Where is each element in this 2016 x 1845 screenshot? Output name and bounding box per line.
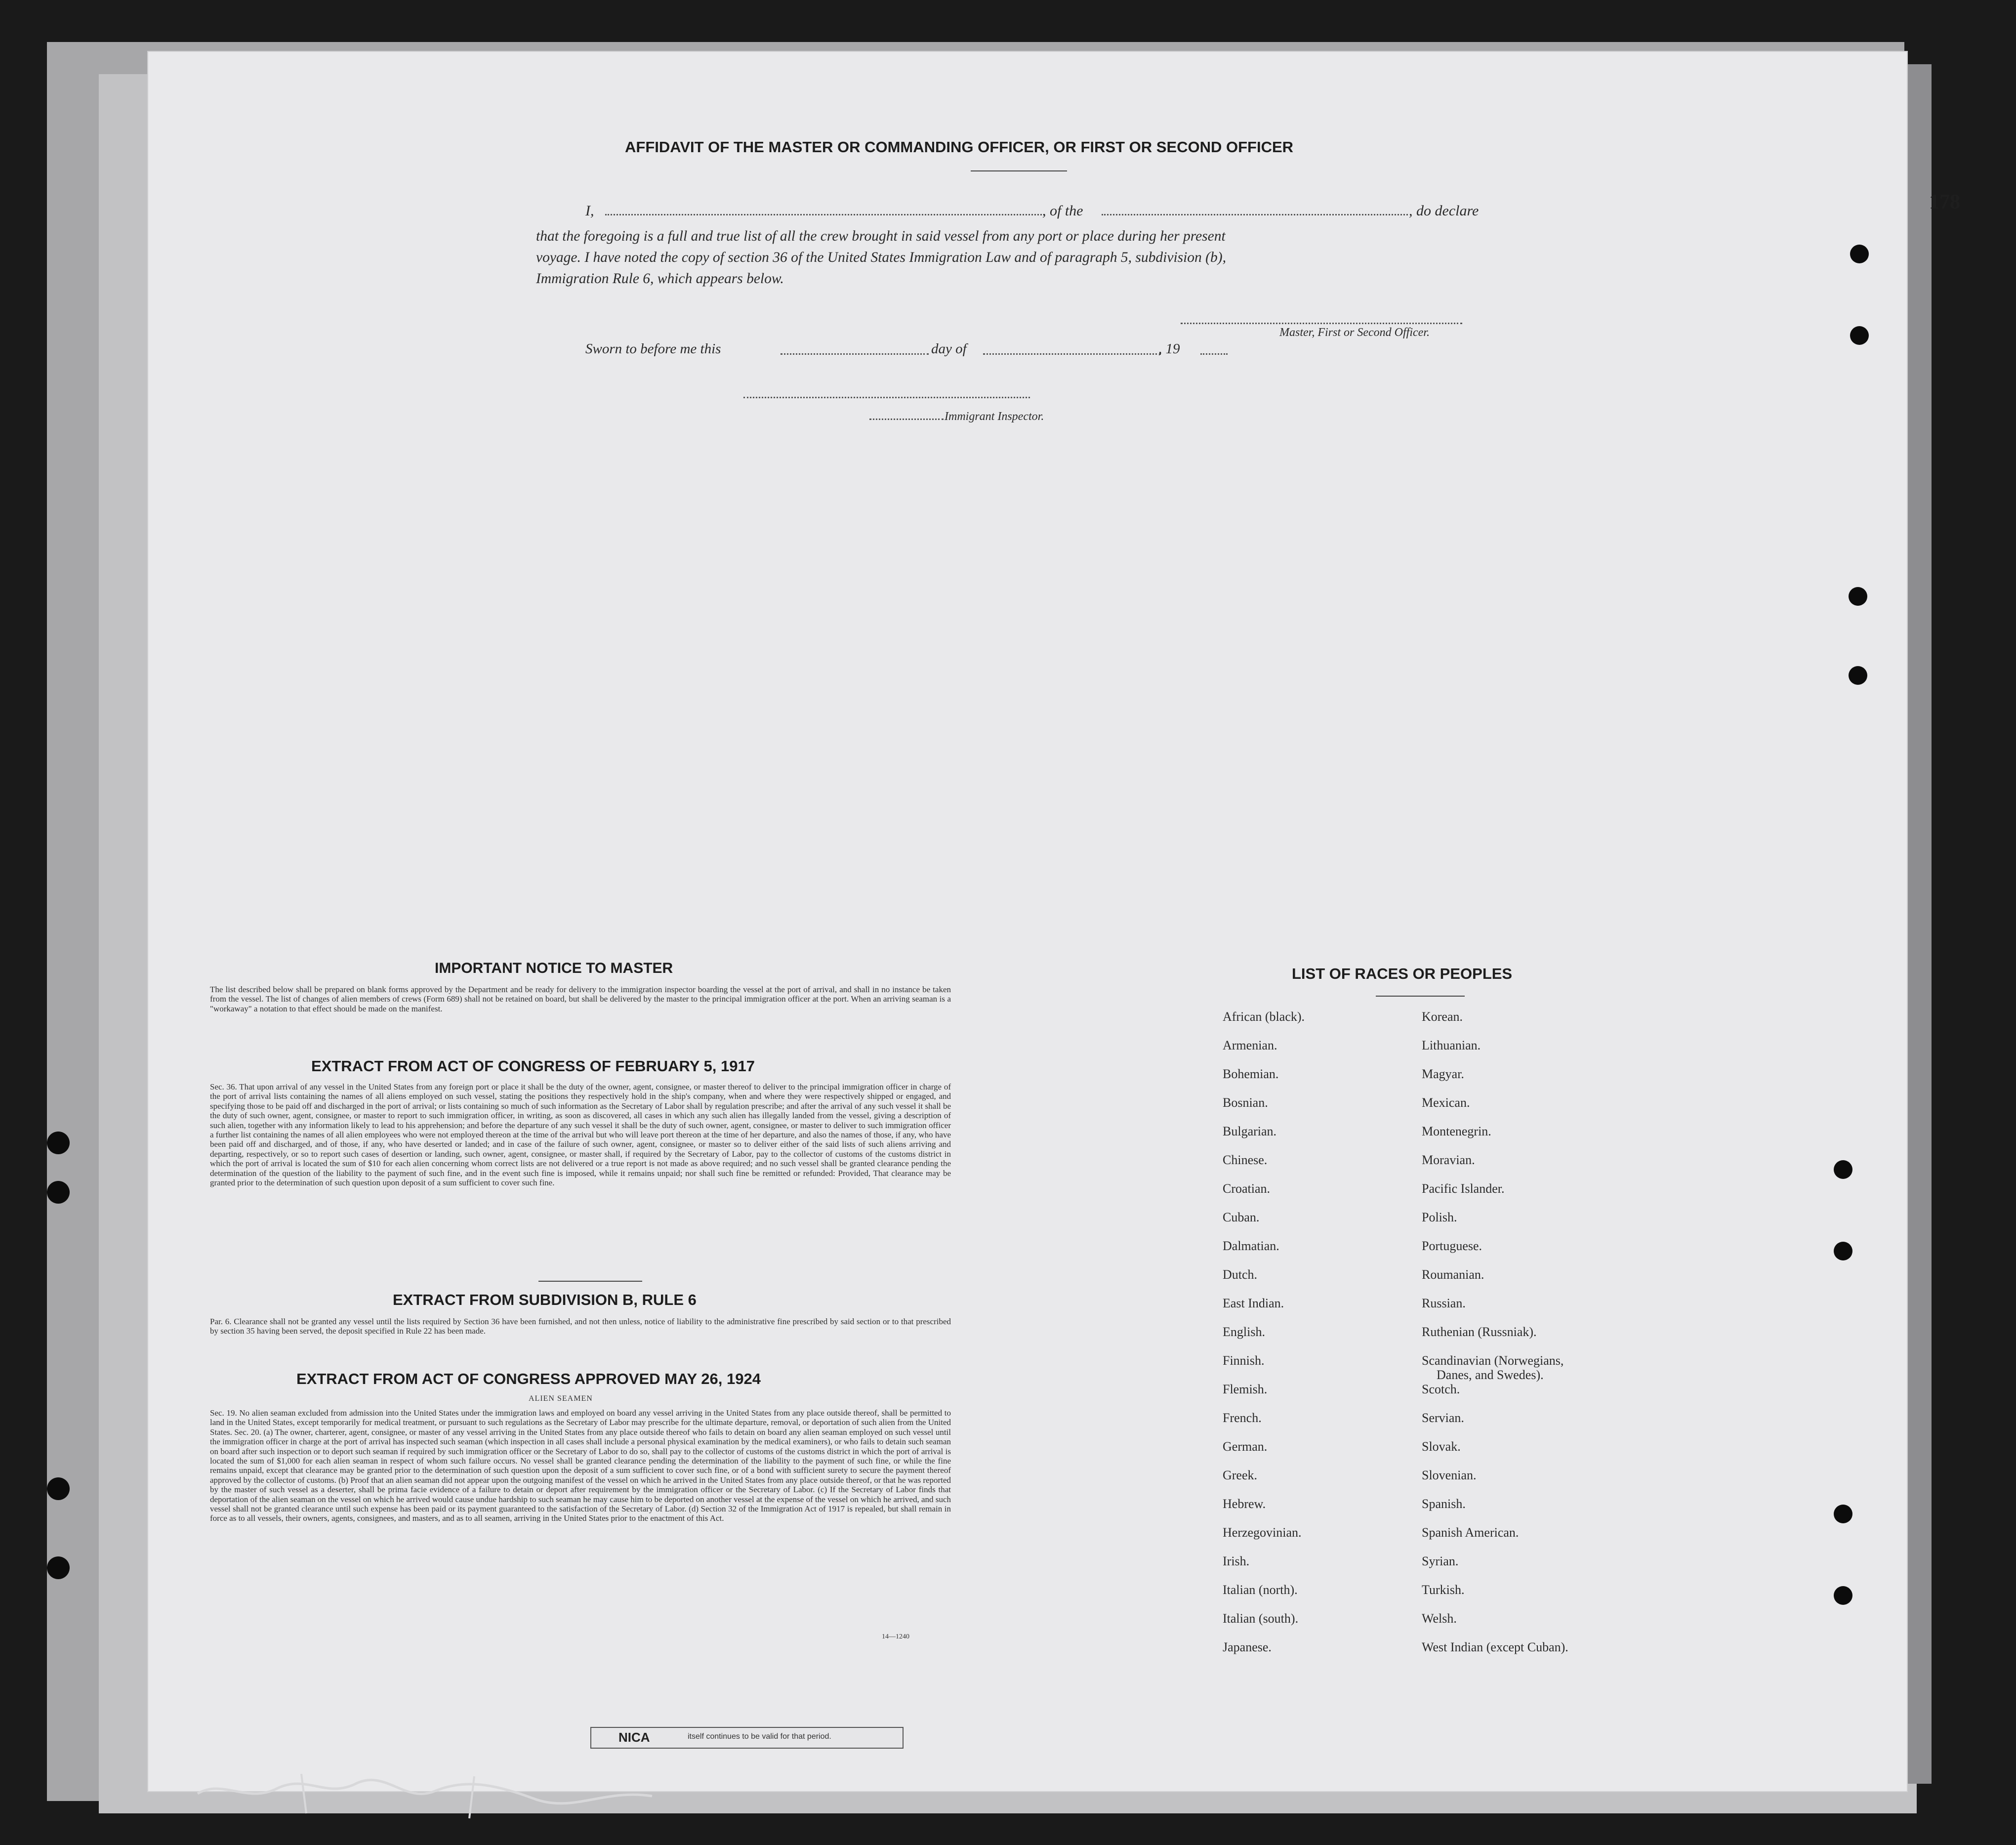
race-left: English. bbox=[1223, 1325, 1265, 1339]
binder-hole bbox=[1850, 326, 1869, 345]
binder-hole bbox=[1850, 245, 1869, 263]
race-left: Bulgarian. bbox=[1223, 1124, 1277, 1138]
race-right: Welsh. bbox=[1422, 1611, 1457, 1626]
binder-hole bbox=[47, 1556, 70, 1579]
extract-1917-title: EXTRACT FROM ACT OF CONGRESS OF FEBRUARY 5, 1917 bbox=[311, 1057, 755, 1075]
binder-hole bbox=[1834, 1160, 1852, 1179]
subdivision-title: EXTRACT FROM SUBDIVISION B, RULE 6 bbox=[393, 1291, 697, 1308]
race-left: Armenian. bbox=[1223, 1038, 1277, 1052]
race-right: Magyar. bbox=[1422, 1067, 1464, 1081]
race-left: Dalmatian. bbox=[1223, 1239, 1279, 1253]
race-right: Mexican. bbox=[1422, 1095, 1470, 1110]
race-left: Flemish. bbox=[1223, 1382, 1268, 1396]
inspector-signature-line bbox=[743, 397, 1030, 398]
bottom-paper-strip bbox=[590, 1727, 904, 1749]
race-right: Slovak. bbox=[1422, 1439, 1461, 1454]
inspector-caption: Immigrant Inspector. bbox=[945, 410, 1044, 423]
handwriting-scribble bbox=[178, 1764, 721, 1823]
year-prefix: , 19 bbox=[1158, 341, 1180, 357]
sworn-text: Sworn to before me this bbox=[585, 341, 721, 357]
race-right: Russian. bbox=[1422, 1296, 1466, 1310]
race-left: Finnish. bbox=[1223, 1353, 1265, 1368]
race-right: Roumanian. bbox=[1422, 1267, 1484, 1282]
signature-line bbox=[1181, 323, 1462, 324]
day-line bbox=[781, 353, 929, 355]
race-right: West Indian (except Cuban). bbox=[1422, 1640, 1568, 1654]
race-right: Servian. bbox=[1422, 1411, 1464, 1425]
race-left: Italian (south). bbox=[1223, 1611, 1299, 1626]
race-left: Herzegovinian. bbox=[1223, 1525, 1302, 1540]
races-title-underline bbox=[1376, 996, 1465, 997]
race-right: Scotch. bbox=[1422, 1382, 1460, 1396]
binder-hole bbox=[47, 1181, 70, 1204]
day-of-text: day of bbox=[931, 341, 967, 357]
notice-title: IMPORTANT NOTICE TO MASTER bbox=[435, 960, 673, 976]
race-right: Ruthenian (Russniak). bbox=[1422, 1325, 1537, 1339]
race-right: Turkish. bbox=[1422, 1583, 1465, 1597]
race-left: Dutch. bbox=[1223, 1267, 1258, 1282]
vessel-line bbox=[1102, 214, 1408, 215]
page-number: 178 bbox=[1929, 191, 1960, 213]
binder-hole bbox=[1834, 1242, 1852, 1260]
race-right: Lithuanian. bbox=[1422, 1038, 1481, 1052]
name-line bbox=[605, 214, 1045, 215]
strip-text: itself continues to be valid for that period. bbox=[688, 1732, 831, 1741]
signature-caption: Master, First or Second Officer. bbox=[1279, 326, 1430, 339]
affidavit-i: I, bbox=[585, 203, 594, 219]
race-right: Syrian. bbox=[1422, 1554, 1459, 1568]
race-left: Japanese. bbox=[1223, 1640, 1272, 1654]
binder-hole bbox=[47, 1477, 70, 1500]
race-right-continuation: Danes, and Swedes). bbox=[1437, 1368, 1544, 1382]
race-left: Chinese. bbox=[1223, 1153, 1268, 1167]
extract-1924-title: EXTRACT FROM ACT OF CONGRESS APPROVED MAY 26, 1924 bbox=[296, 1370, 761, 1387]
title-underline bbox=[971, 170, 1067, 171]
month-line bbox=[983, 353, 1161, 355]
binder-hole bbox=[1849, 587, 1867, 606]
race-left: Bosnian. bbox=[1223, 1095, 1268, 1110]
race-right: Slovenian. bbox=[1422, 1468, 1477, 1482]
inspector-lead-line bbox=[869, 419, 944, 420]
extract-1924-text: Sec. 19. No alien seaman excluded from admission into the United States under the immigration laws and employed on board any vessel arriving in the United States from any place outside thereof, shall be permitted to land in the United States, except temporarily for medical treatment, or pursuant to such regulations as the Secretary of Labor may prescribe for the ultimate departure, removal, or deportation of such alien from the United States. Sec. 20. (a) The owner, charterer, agent, consignee, or master of any vessel arriving in the United States from any place outside thereof who fails to detain on board any alien seaman employed on such vessel until the immigration officer in charge at the port of arrival has inspected such seaman (which inspection in all cases shall include a personal physical examination by the medical examiners), or who fails to detain such seaman on board after such inspection or to deport such seaman if required by such immigration officer or the Secretary of Labor to do so, shall pay to the collector of customs of the customs district in which the port of arrival is located the sum of $1,000 for each alien seaman in respect of whom such failure occurs. No vessel shall be granted clearance pending the determination of the liability to the payment of such fine, or while the fine remains unpaid, except that clearance may be granted prior to the determination of such question upon the deposit of a sum sufficient to cover such fine, or of a bond with sufficient surety to secure the payment thereof approved by the collector of customs. (b) Proof that an alien seaman did not appear upon the outgoing manifest of the vessel on which he arrived in the United States from any place outside thereof, or that he was reported by the master of such vessel as a deserter, shall be prima facie evidence of a failure to detain or deport after requirement by the immigration officer or the Secretary of Labor. (c) If the Secretary of Labor finds that deportation of the alien seaman on the vessel on which he arrived would cause undue hardship to such seaman he may cause him to be deported on another vessel at the expense of the vessel on which he arrived, and such vessel shall not be granted clearance until such expense has been paid or its payment guaranteed to the satisfaction of the Secretary of Labor. (d) Section 32 of the Immigration Act of 1917 is repealed, but shall remain in force as to all vessels, their owners, agents, consignees, and masters, and as to all seamen, arriving in the United States prior to the enactment of this Act. bbox=[210, 1408, 951, 1523]
race-right: Moravian. bbox=[1422, 1153, 1475, 1167]
strip-label: NICA bbox=[618, 1730, 650, 1745]
race-right: Portuguese. bbox=[1422, 1239, 1482, 1253]
affidavit-of-the: , of the bbox=[1042, 203, 1083, 219]
race-left: Greek. bbox=[1223, 1468, 1258, 1482]
race-left: Bohemian. bbox=[1223, 1067, 1279, 1081]
race-left: Croatian. bbox=[1223, 1181, 1271, 1196]
race-right: Spanish American. bbox=[1422, 1525, 1519, 1540]
form-number: 14—1240 bbox=[882, 1633, 909, 1640]
race-left: Hebrew. bbox=[1223, 1497, 1266, 1511]
races-title: LIST OF RACES OR PEOPLES bbox=[1292, 965, 1513, 982]
race-right: Spanish. bbox=[1422, 1497, 1466, 1511]
race-right: Montenegrin. bbox=[1422, 1124, 1491, 1138]
section-divider bbox=[538, 1281, 642, 1282]
race-right: Korean. bbox=[1422, 1009, 1463, 1024]
race-left: French. bbox=[1223, 1411, 1262, 1425]
notice-text: The list described below shall be prepared on blank forms approved by the Department and be ready for delivery to the immigration inspector boarding the vessel at the port of arrival, and shall in no instance be taken from the vessel. The list of changes of alien members of crews (Form 689) shall not be retained on board, but shall be delivered by the master to the principal immigration officer at the port. When an arriving seaman is a "workaway" a notation to that effect should be made on the manifest. bbox=[210, 985, 951, 1013]
subdivision-text: Par. 6. Clearance shall not be granted any vessel until the lists required by Section 36 have been furnished, and not then unless, notice of liability to the administrative fine prescribed by said section or to that prescribed by section 35 having been served, the deposit specified in Rule 22 has been made. bbox=[210, 1317, 951, 1336]
binder-hole bbox=[1834, 1505, 1852, 1523]
binder-hole bbox=[1849, 666, 1867, 685]
affidavit-title: AFFIDAVIT OF THE MASTER OR COMMANDING OFFICER, OR FIRST OR SECOND OFFICER bbox=[625, 138, 1294, 156]
binder-hole bbox=[47, 1132, 70, 1154]
race-left: Cuban. bbox=[1223, 1210, 1260, 1224]
race-right: Scandinavian (Norwegians, bbox=[1422, 1353, 1564, 1368]
race-left: German. bbox=[1223, 1439, 1268, 1454]
alien-seamen-subtitle: ALIEN SEAMEN bbox=[529, 1394, 593, 1403]
race-left: Italian (north). bbox=[1223, 1583, 1298, 1597]
race-right: Polish. bbox=[1422, 1210, 1457, 1224]
race-left: African (black). bbox=[1223, 1009, 1305, 1024]
affidavit-line-1: that the foregoing is a full and true list of all the crew brought in said vessel from any port or place during her present bbox=[536, 228, 1226, 244]
year-line bbox=[1200, 353, 1228, 355]
extract-1917-text: Sec. 36. That upon arrival of any vessel in the United States from any foreign port or place it shall be the duty of the owner, agent, consignee, or master thereof to deliver to the principal immigration officer in charge of the port of arrival lists containing the names of all aliens employed on such vessel, stating the positions they respectively hold in the ship's company, when and where they were respectively shipped or engaged, and specifying those to be paid off and discharged in the port of arrival; or lists containing so much of such information as the Secretary of Labor shall by regulation prescribe; and after the arrival of any such vessel it shall be the duty of such owner, agent, consignee, or master to report to such immigration officer, in writing, as soon as discovered, all cases in which any such alien has illegally landed from the vessel, giving a description of such alien, together with any information likely to lead to his apprehension; and before the departure of any such vessel it shall be the duty of such owner, agent, consignee, or master to deliver to such immigration officer a further list containing the names of all alien employees who were not employed thereon at the time of the arrival but who will leave port thereon at the time of her departure, and also the names of those, if any, who have been paid off and discharged, and of those, if any, who have deserted or landed; and in case of the failure of such owner, agent, consignee, or master so to deliver either of the said lists of such aliens arriving and departing, respectively, or so to report such cases of desertion or landing, such owner, agent, consignee, or master shall, if required by the Secretary of Labor, pay to the collector of customs of the customs district in which the port of arrival is located the sum of $10 for each alien concerning whom correct lists are not delivered or a true report is not made as above required; and no such vessel shall be granted clearance pending the determination of the question of the liability to the payment of such fine, and in the event such fine is imposed, while it remains unpaid; nor shall such fine be remitted or refunded: Provided, That clearance may be granted prior to the determination of such question upon deposit of a sum sufficient to cover such fine. bbox=[210, 1082, 951, 1188]
binder-hole bbox=[1834, 1586, 1852, 1605]
race-left: Irish. bbox=[1223, 1554, 1250, 1568]
affidavit-line-2: voyage. I have noted the copy of section 36 of the United States Immigration Law and of paragraph 5, subdivision (b), bbox=[536, 250, 1226, 265]
race-right: Pacific Islander. bbox=[1422, 1181, 1505, 1196]
affidavit-line-3: Immigration Rule 6, which appears below. bbox=[536, 271, 784, 287]
document-page bbox=[148, 52, 1907, 1791]
race-left: East Indian. bbox=[1223, 1296, 1284, 1310]
affidavit-do-declare: , do declare bbox=[1409, 203, 1479, 219]
